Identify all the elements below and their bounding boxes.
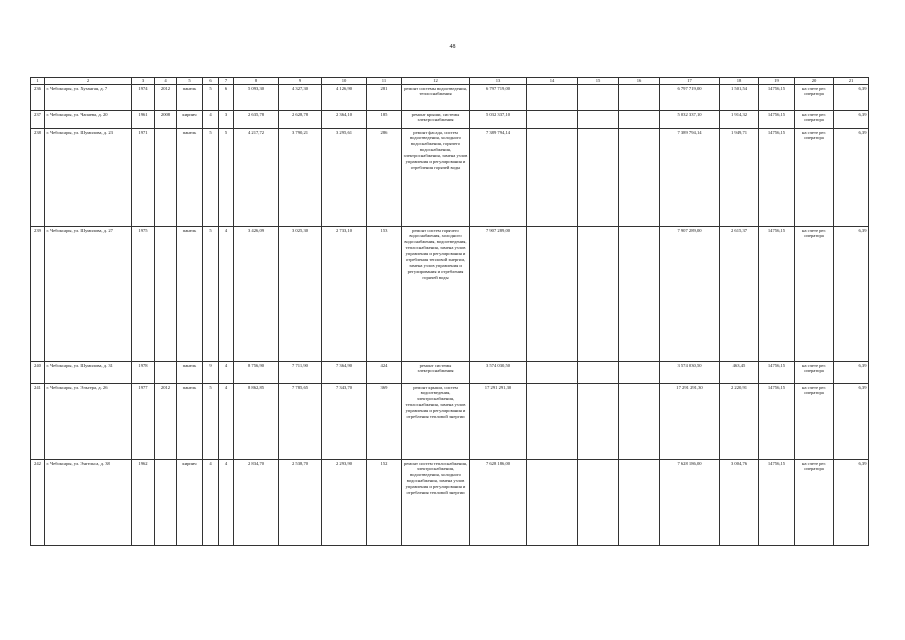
wall-material-cell: кирпич	[177, 111, 203, 129]
term-cell: 6,39	[834, 129, 869, 227]
works-cell: ремонт системы водоотведения, теплоснабжения	[402, 85, 470, 111]
total-area-cell: 5 093,30	[234, 85, 279, 111]
unit-cost-cell: 2 615,37	[720, 227, 759, 362]
table-row	[31, 129, 869, 227]
funding-method-cell: на счете рег. оператора	[795, 384, 834, 460]
column-header: 2	[45, 78, 132, 85]
fund-cost-cell	[527, 460, 578, 546]
local-cost-cell	[619, 85, 660, 111]
column-header: 6	[203, 78, 219, 85]
column-header: 5	[177, 78, 203, 85]
fund-cost-cell	[527, 362, 578, 384]
column-header: 10	[322, 78, 367, 85]
living-area-cell: 3 295,61	[322, 129, 367, 227]
fund-cost-cell	[527, 227, 578, 362]
residents-cell: 152	[367, 460, 402, 546]
row-number: 240	[31, 362, 45, 384]
works-cell: ремонт систем теплоснабжения, электроснабжения, водоотведения, холодного водоснабжения, замена узлов управления и регулирования и отребления тепловой энергии	[402, 460, 470, 546]
owner-funds-cell: 17 291 291,30	[660, 384, 720, 460]
premises-area-cell: 3 790,21	[279, 129, 322, 227]
works-cell: ремонт крыши, системы электроснабжения	[402, 111, 470, 129]
wall-material-cell: панель	[177, 227, 203, 362]
total-area-cell: 2 635,78	[234, 111, 279, 129]
year-built-cell: 1971	[132, 129, 155, 227]
column-header: 9	[279, 78, 322, 85]
living-area-cell: 7 364,90	[322, 362, 367, 384]
unit-cost-cell: 1 914,32	[720, 111, 759, 129]
year-repair-cell: 2012	[155, 384, 177, 460]
total-area-cell: 8 862,85	[234, 384, 279, 460]
cost-limit-cell: 14756,15	[759, 362, 795, 384]
premises-area-cell: 3 025,30	[279, 227, 322, 362]
works-cell: ремонт крыши, систем водоотведения, электроснабжения, теплоснабжения, замена узлов управления и регулирования и отребления тепловой энергии	[402, 384, 470, 460]
total-area-cell: 3 426,09	[234, 227, 279, 362]
floors-cell: 5	[203, 129, 219, 227]
year-repair-cell: 2008	[155, 111, 177, 129]
residents-cell: 286	[367, 129, 402, 227]
cost-limit-cell: 14756,15	[759, 227, 795, 362]
total-cost-cell: 7 907 289,00	[470, 227, 527, 362]
row-number: 241	[31, 384, 45, 460]
residents-cell: 153	[367, 227, 402, 362]
local-cost-cell	[619, 384, 660, 460]
total-cost-cell: 7 628 186,00	[470, 460, 527, 546]
entrances-cell: 6	[219, 85, 234, 111]
premises-area-cell: 2 628,78	[279, 111, 322, 129]
address-cell: г. Чебоксары, ул. Шумилова, д. 23	[45, 129, 132, 227]
floors-cell: 4	[203, 111, 219, 129]
owner-funds-cell: 3 574 030,50	[660, 362, 720, 384]
address-cell: г. Чебоксары, ул. Эльгера, д. 26	[45, 384, 132, 460]
budget-cost-cell	[578, 111, 619, 129]
address-cell: г. Чебоксары, ул. Энгельса, д. 38	[45, 460, 132, 546]
row-number: 239	[31, 227, 45, 362]
year-repair-cell	[155, 460, 177, 546]
living-area-cell: 4 126,90	[322, 85, 367, 111]
works-cell: ремонт системы электроснабжения	[402, 362, 470, 384]
residents-cell: 185	[367, 111, 402, 129]
residents-cell: 424	[367, 362, 402, 384]
column-number-row	[31, 78, 869, 85]
column-header: 21	[834, 78, 869, 85]
funding-method-cell: на счете рег. оператора	[795, 227, 834, 362]
total-area-cell: 8 756,90	[234, 362, 279, 384]
table-row	[31, 227, 869, 362]
term-cell: 6,39	[834, 227, 869, 362]
fund-cost-cell	[527, 384, 578, 460]
address-cell: г. Чебоксары, ул. Шумилова, д. 27	[45, 227, 132, 362]
column-header: 18	[720, 78, 759, 85]
cost-limit-cell: 14756,15	[759, 384, 795, 460]
term-cell: 6,39	[834, 111, 869, 129]
budget-cost-cell	[578, 460, 619, 546]
column-header: 19	[759, 78, 795, 85]
year-built-cell: 1962	[132, 460, 155, 546]
budget-cost-cell	[578, 85, 619, 111]
year-repair-cell	[155, 129, 177, 227]
local-cost-cell	[619, 111, 660, 129]
residents-cell: 281	[367, 85, 402, 111]
year-repair-cell	[155, 362, 177, 384]
column-header: 14	[527, 78, 578, 85]
year-built-cell: 1977	[132, 384, 155, 460]
floors-cell: 5	[203, 384, 219, 460]
address-cell: г. Чебоксары, ул. Шумилова, д. 31	[45, 362, 132, 384]
unit-cost-cell: 463,45	[720, 362, 759, 384]
living-area-cell: 2 364,10	[322, 111, 367, 129]
column-header: 4	[155, 78, 177, 85]
floors-cell: 4	[203, 460, 219, 546]
row-number: 238	[31, 129, 45, 227]
column-header: 1	[31, 78, 45, 85]
works-cell: ремонт систем горячего водоснабжения, холодного водоснабжения, водоотведения, теплоснабжения, замена узлов управления и регулирования и отребления тепловой энергии, замена узлов управления и регулирования и отребления горячей воды	[402, 227, 470, 362]
residents-cell: 369	[367, 384, 402, 460]
fund-cost-cell	[527, 111, 578, 129]
owner-funds-cell: 6 797 719,00	[660, 85, 720, 111]
entrances-cell: 5	[219, 129, 234, 227]
cost-limit-cell: 14756,15	[759, 85, 795, 111]
local-cost-cell	[619, 227, 660, 362]
local-cost-cell	[619, 129, 660, 227]
living-area-cell: 7 343,70	[322, 384, 367, 460]
column-header: 17	[660, 78, 720, 85]
address-cell: г. Чебоксары, ул. Хузангая, д. 7	[45, 85, 132, 111]
entrances-cell: 3	[219, 111, 234, 129]
table-row	[31, 85, 869, 111]
cost-limit-cell: 14756,15	[759, 129, 795, 227]
total-cost-cell: 17 291 291,30	[470, 384, 527, 460]
row-number: 236	[31, 85, 45, 111]
owner-funds-cell: 7 907 289,00	[660, 227, 720, 362]
term-cell: 6,39	[834, 460, 869, 546]
row-number: 242	[31, 460, 45, 546]
cost-limit-cell: 14756,15	[759, 111, 795, 129]
wall-material-cell: панель	[177, 384, 203, 460]
premises-area-cell: 7 711,90	[279, 362, 322, 384]
wall-material-cell: панель	[177, 362, 203, 384]
total-cost-cell: 5 032 337,10	[470, 111, 527, 129]
fund-cost-cell	[527, 129, 578, 227]
column-header: 13	[470, 78, 527, 85]
column-header: 3	[132, 78, 155, 85]
unit-cost-cell: 2 220,91	[720, 384, 759, 460]
budget-cost-cell	[578, 129, 619, 227]
term-cell: 6,39	[834, 384, 869, 460]
total-area-cell: 4 217,72	[234, 129, 279, 227]
entrances-cell: 4	[219, 460, 234, 546]
floors-cell: 5	[203, 85, 219, 111]
column-header: 12	[402, 78, 470, 85]
premises-area-cell: 4 327,30	[279, 85, 322, 111]
budget-cost-cell	[578, 227, 619, 362]
total-area-cell: 2 834,70	[234, 460, 279, 546]
term-cell: 6,39	[834, 85, 869, 111]
owner-funds-cell: 7 389 794,14	[660, 129, 720, 227]
owner-funds-cell: 7 628 186,00	[660, 460, 720, 546]
capital-repair-table	[30, 77, 869, 546]
wall-material-cell: кирпич	[177, 460, 203, 546]
table-row	[31, 362, 869, 384]
column-header: 8	[234, 78, 279, 85]
column-header: 11	[367, 78, 402, 85]
owner-funds-cell: 5 032 337,10	[660, 111, 720, 129]
total-cost-cell: 3 574 030,50	[470, 362, 527, 384]
floors-cell: 9	[203, 362, 219, 384]
funding-method-cell: на счете рег. оператора	[795, 111, 834, 129]
fund-cost-cell	[527, 85, 578, 111]
unit-cost-cell: 3 004,76	[720, 460, 759, 546]
total-cost-cell: 7 389 794,14	[470, 129, 527, 227]
year-built-cell: 1961	[132, 111, 155, 129]
column-header: 7	[219, 78, 234, 85]
column-header: 16	[619, 78, 660, 85]
entrances-cell: 4	[219, 362, 234, 384]
year-repair-cell	[155, 227, 177, 362]
address-cell: г. Чебоксары, ул. Чапаева, д. 20	[45, 111, 132, 129]
row-number: 237	[31, 111, 45, 129]
entrances-cell: 4	[219, 227, 234, 362]
total-cost-cell: 6 797 719,00	[470, 85, 527, 111]
column-header: 20	[795, 78, 834, 85]
living-area-cell: 2 293,90	[322, 460, 367, 546]
page-number: 48	[449, 44, 456, 50]
wall-material-cell: панель	[177, 85, 203, 111]
year-repair-cell: 2012	[155, 85, 177, 111]
funding-method-cell: на счете рег. оператора	[795, 129, 834, 227]
wall-material-cell: панель	[177, 129, 203, 227]
year-built-cell: 1975	[132, 227, 155, 362]
funding-method-cell: на счете рег. оператора	[795, 85, 834, 111]
table-row	[31, 111, 869, 129]
year-built-cell: 1974	[132, 85, 155, 111]
funding-method-cell: на счете рег. оператора	[795, 362, 834, 384]
column-header: 15	[578, 78, 619, 85]
premises-area-cell: 2 538,70	[279, 460, 322, 546]
table-row	[31, 384, 869, 460]
unit-cost-cell: 1 501,54	[720, 85, 759, 111]
budget-cost-cell	[578, 362, 619, 384]
funding-method-cell: на счете рег. оператора	[795, 460, 834, 546]
cost-limit-cell: 14756,15	[759, 460, 795, 546]
premises-area-cell: 7 785,65	[279, 384, 322, 460]
table-row	[31, 460, 869, 546]
term-cell: 6,39	[834, 362, 869, 384]
local-cost-cell	[619, 362, 660, 384]
local-cost-cell	[619, 460, 660, 546]
budget-cost-cell	[578, 384, 619, 460]
floors-cell: 5	[203, 227, 219, 362]
entrances-cell: 4	[219, 384, 234, 460]
year-built-cell: 1978	[132, 362, 155, 384]
living-area-cell: 2 733,10	[322, 227, 367, 362]
works-cell: ремонт фасада, систем водоотведения, холодного водоснабжения, горячего водоснабжения, электроснабжения, замена узлов управления и регулирования и отребления горячей воды	[402, 129, 470, 227]
unit-cost-cell: 1 949,71	[720, 129, 759, 227]
